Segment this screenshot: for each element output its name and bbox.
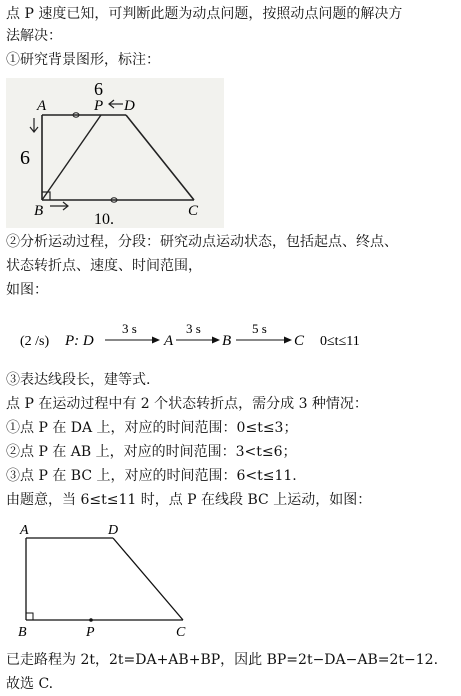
label-d: D <box>124 98 135 114</box>
label-b: B <box>34 203 44 219</box>
label-c: C <box>188 203 199 219</box>
point-b-label: B <box>222 333 232 349</box>
text-line-4: ②分析运动过程，分段：研究动点运动状态，包括起点、终点、 <box>6 234 398 250</box>
motion-arrow-2-head <box>212 337 220 344</box>
text-line-12: 由题意，当 6≤t≤11 时，点 P 在线段 BC 上运动，如图： <box>6 492 372 508</box>
label-b: B <box>18 625 27 640</box>
text-line-6: 如图： <box>6 282 48 298</box>
text-line-9: ①点 P 在 DA 上，对应的时间范围：0≤t≤3； <box>6 420 298 436</box>
label-a: A <box>20 523 29 538</box>
figure-trapezoid <box>6 518 206 642</box>
time-range-label: 0≤t≤11 <box>320 334 360 349</box>
text-line-3: ①研究背景图形，标注： <box>6 52 160 68</box>
text-line-8: 点 P 在运动过程中有 2 个状态转折点，需分成 3 种情况： <box>6 396 368 412</box>
time-segment-1: 3 s <box>122 321 137 336</box>
label-d: D <box>108 523 119 538</box>
edge-dc <box>113 538 183 620</box>
time-segment-3: 5 s <box>252 321 267 336</box>
text-line-2: 法解决： <box>6 28 62 44</box>
text-line-13: 已走路程为 2t，2t=DA+AB+BP，因此 BP=2t−DA−AB=2t−12. <box>6 652 439 668</box>
figure-annotated-trapezoid <box>6 78 224 228</box>
label-c: C <box>176 625 186 640</box>
point-p-marker <box>89 618 93 622</box>
point-a-label: A <box>164 333 174 349</box>
point-c-label: C <box>294 333 305 349</box>
text-line-1: 点 P 速度已知，可判断此题为动点问题，按照动点问题的解决方 <box>6 6 403 22</box>
start-point-label: P: D <box>65 333 94 349</box>
text-line-5: 状态转折点、速度、时间范围， <box>6 258 202 274</box>
right-angle-mark <box>26 613 33 620</box>
handwritten-bottom-length: 10. <box>94 211 114 228</box>
handwritten-top-length: 6 <box>94 79 103 99</box>
speed-label: (2 /s) <box>20 334 50 349</box>
label-p: P <box>86 625 95 640</box>
motion-arrow-3-head <box>284 337 292 344</box>
handwritten-left-length: 6 <box>20 147 30 169</box>
label-p: P <box>94 98 104 114</box>
motion-arrow-1-head <box>152 337 160 344</box>
text-line-14: 故选 C. <box>6 676 54 692</box>
text-line-10: ②点 P 在 AB 上，对应的时间范围：3<t≤6； <box>6 444 297 460</box>
text-line-11: ③点 P 在 BC 上，对应的时间范围：6<t≤11. <box>6 468 297 484</box>
text-line-7: ③表达线段长，建等式. <box>6 372 151 388</box>
label-a: A <box>37 98 47 114</box>
time-segment-2: 3 s <box>186 321 201 336</box>
motion-process-diagram <box>0 316 461 356</box>
